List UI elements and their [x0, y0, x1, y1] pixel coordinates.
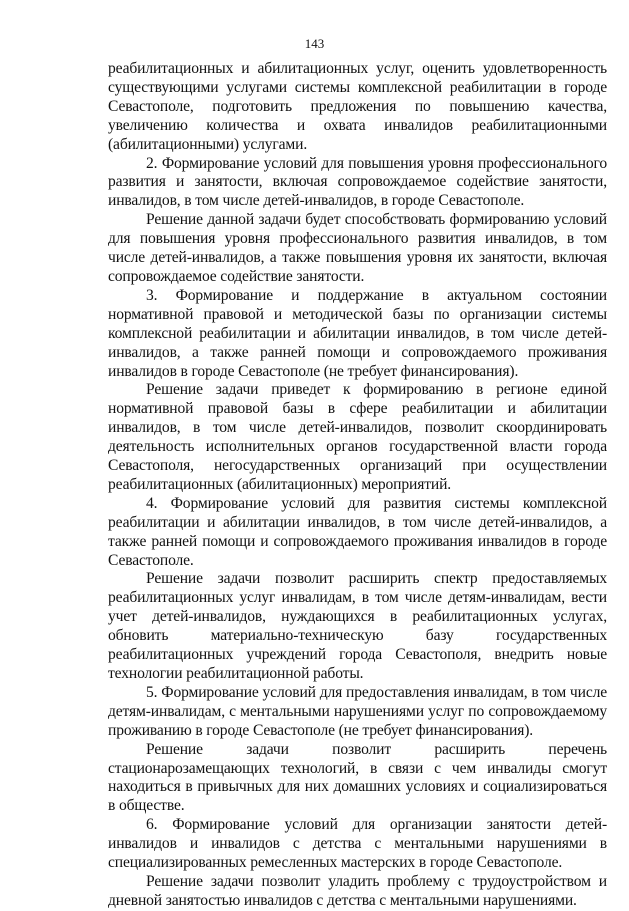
paragraph-task-3: 3. Формирование и поддержание в актуальном состоянии нормативной правовой и методической базы по организации системы комплексной реабилитации и абилитации инвалидов, в том числе детей-инвалидов, а также ранней помощи и сопровождаемого проживания инвалидов в городе Севастополе (не требует финансирования).: [108, 286, 607, 380]
paragraph-task-5-solution: Решение задачи позволит расширить перечень стационарозамещающих технологий, в связи с чем инвалиды смогут находиться в привычных для них домашних условиях и социализироваться в обществе.: [108, 740, 607, 815]
paragraph-task-4: 4. Формирование условий для развития системы комплексной реабилитации и абилитации инвалидов, в том числе детей-инвалидов, а также ранней помощи и сопровождаемого проживания инвалидов в городе Севастополе.: [108, 494, 607, 569]
paragraph-task-2: 2. Формирование условий для повышения уровня профессионального развития и занятости, включая сопровождаемое содействие занятости, инвалидов, в том числе детей-инвалидов, в городе Севастополе.: [108, 154, 607, 210]
document-body: [108, 60, 607, 911]
paragraph-task-6-solution: Решение задачи позволит уладить проблему с трудоустройством и дневной занятостью инвалидов с детства с ментальными нарушениями.: [108, 872, 607, 909]
paragraph-task-4-solution: Решение задачи позволит расширить спектр предоставляемых реабилитационных услуг инвалидам, в том числе детям-инвалидам, вести учет детей-инвалидов, нуждающихся в реабилитационных услугах, обновить материально-техническую базу государственных реабилитационных учреждений города Севастополя, внедрить новые технологии реабилитационной работы.: [108, 570, 607, 682]
paragraph-task-3-solution: Решение задачи приведет к формированию в регионе единой нормативной правовой базы в сфере реабилитации и абилитации инвалидов, в том числе детей-инвалидов, позволит скоординировать деятельность исполнительных органов государственной власти города Севастополя, негосударственных организаций при осуществлении реабилитационных (абилитационных) мероприятий.: [108, 381, 607, 493]
paragraph-task-2-solution: Решение данной задачи будет способствовать формированию условий для повышения уровня профессионального развития инвалидов, в том числе детей-инвалидов, а также повышения уровня их занятости, включая сопровождаемое содействие занятости.: [108, 211, 607, 285]
paragraph-task-5: 5. Формирование условий для предоставления инвалидам, в том числе детям-инвалидам, с ментальными нарушениями услуг по сопровождаемому проживанию в городе Севастополе (не требует финансирования).: [108, 683, 607, 739]
paragraph-continuation: реабилитационных и абилитационных услуг, оценить удовлетворенность существующими услугами системы комплексной реабилитации в городе Севастополе, подготовить предложения по повышению качества, увеличению количества и охвата инвалидов реабилитационными (абилитационными) услугами.: [108, 60, 607, 153]
paragraph-task-6: 6. Формирование условий для организации занятости детей-инвалидов и инвалидов с детства с ментальными нарушениями в специализированных ремесленных мастерских в городе Севастополе.: [108, 816, 607, 872]
page-number: 143: [304, 36, 325, 51]
